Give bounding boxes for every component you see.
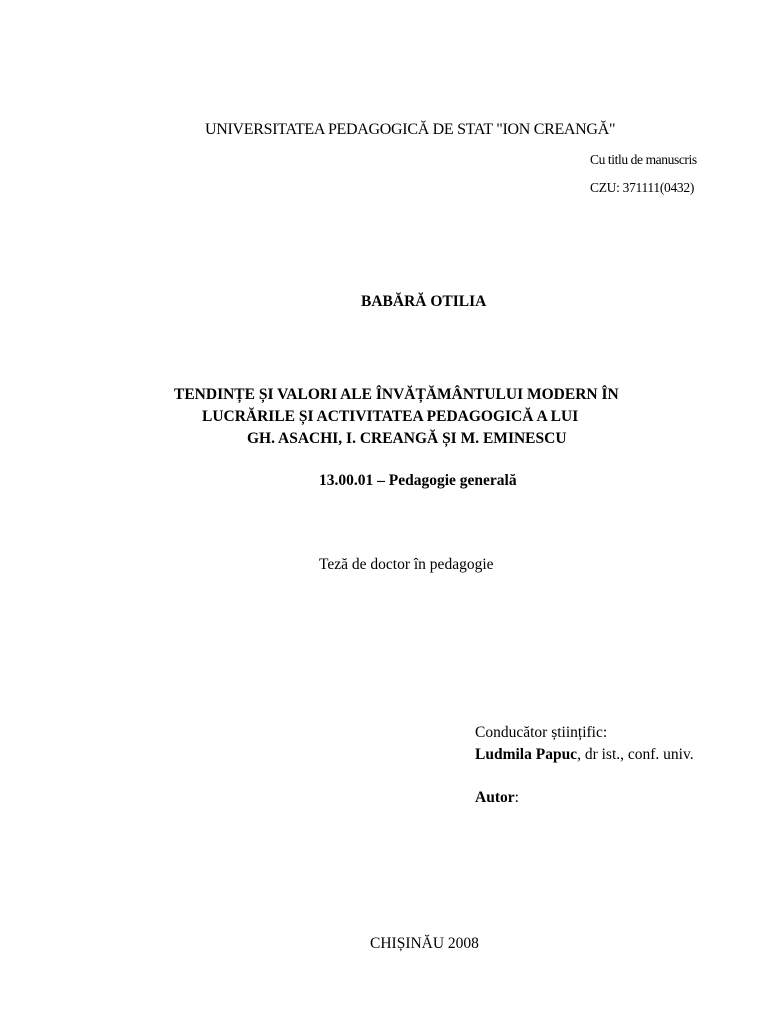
thesis-title-line: GH. ASACHI, I. CREANGĂ ȘI M. EMINESCU: [247, 430, 567, 447]
author-label-line: [475, 790, 519, 806]
supervisor-label: Conducător științific:: [475, 724, 608, 741]
author-label: Autor: [475, 789, 515, 806]
supervisor-name: Ludmila Papuc: [475, 746, 578, 763]
czu-code: CZU: 371111(0432): [590, 180, 695, 195]
thesis-type: Teză de doctor în pedagogie: [319, 556, 494, 573]
thesis-title-line: LUCRĂRILE ȘI ACTIVITATEA PEDAGOGICĂ A LUI: [202, 408, 579, 425]
university-name: UNIVERSITATEA PEDAGOGICĂ DE STAT "ION CREANGĂ": [205, 121, 616, 138]
specialty-code: 13.00.01 – Pedagogie generală: [319, 472, 517, 489]
supervisor-line: [475, 747, 694, 763]
thesis-title-line: TENDINȚE ȘI VALORI ALE ÎNVĂȚĂMÂNTULUI MODERN ÎN: [174, 386, 619, 403]
supervisor-titles: , dr ist., conf. univ.: [577, 746, 694, 763]
manuscript-note: Cu titlu de manuscris: [590, 152, 697, 167]
place-year: CHIȘINĂU 2008: [370, 935, 479, 952]
author-colon: :: [514, 789, 519, 806]
author-name: BABĂRĂ OTILIA: [361, 293, 487, 310]
